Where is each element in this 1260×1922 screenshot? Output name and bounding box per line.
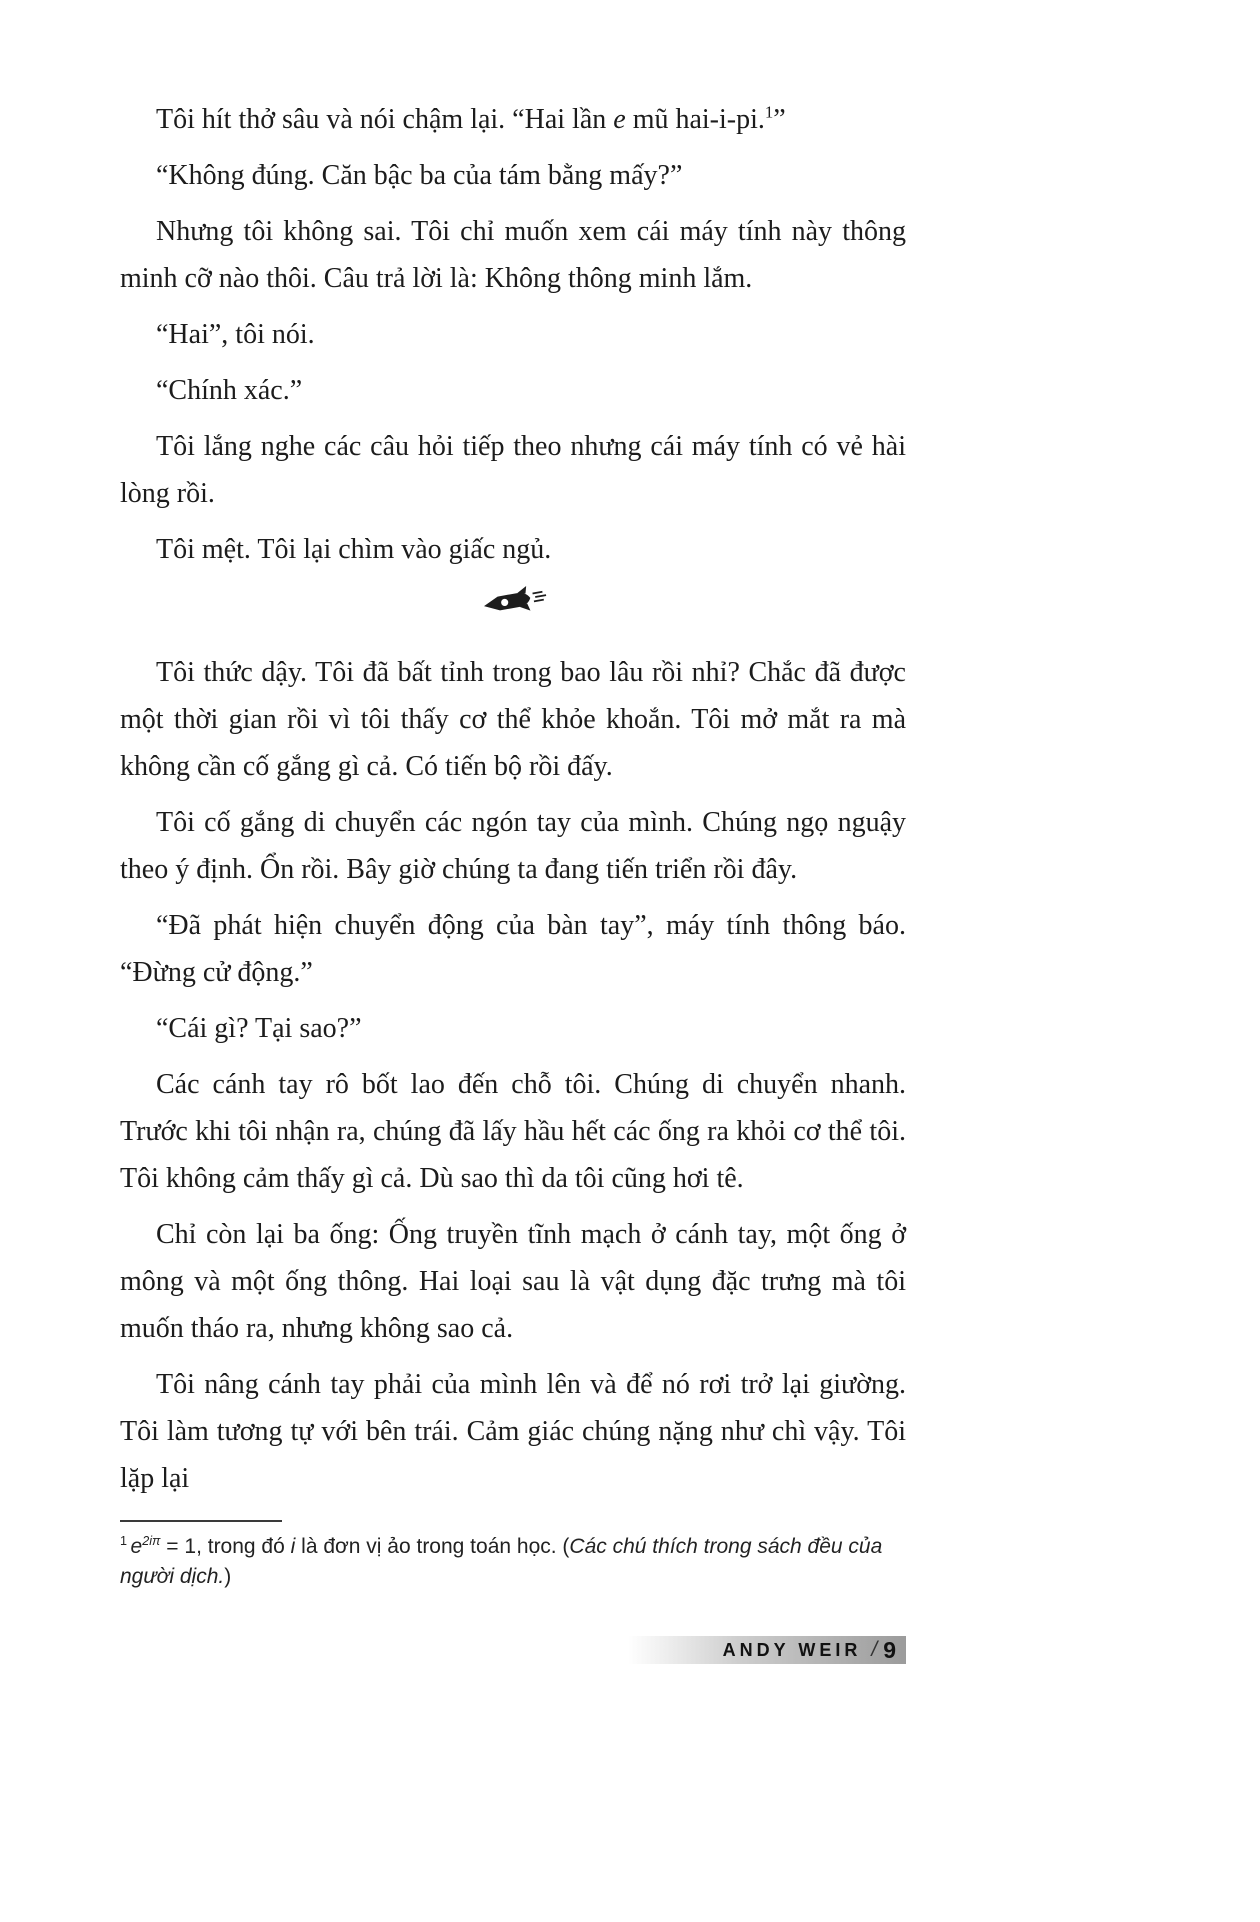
- paragraph: Tôi nâng cánh tay phải của mình lên và để nó rơi trở lại giường. Tôi làm tương tự với bên trái. Cảm giác chúng nặng như chì vậy. Tôi lặp lại: [120, 1369, 906, 1494]
- paragraph: “Không đúng. Căn bậc ba của tám bằng mấy?”: [156, 160, 683, 191]
- paragraph: Tôi cố gắng di chuyển các ngón tay của mình. Chúng ngọ nguậy theo ý định. Ổn rồi. Bây giờ chúng ta đang tiến triển rồi đây.: [120, 807, 906, 885]
- footer-separator: /: [871, 1638, 878, 1661]
- body-text-after-divider: [120, 649, 906, 1502]
- page-number: 9: [883, 1636, 896, 1663]
- paragraph: Các cánh tay rô bốt lao đến chỗ tôi. Chúng di chuyển nhanh. Trước khi tôi nhận ra, chúng đã lấy hầu hết các ống ra khỏi cơ thể tôi. Tôi không cảm thấy gì cả. Dù sao thì da tôi cũng hơi tê.: [120, 1069, 906, 1194]
- paragraph: “Đã phát hiện chuyển động của bàn tay”, máy tính thông báo. “Đừng cử động.”: [120, 910, 906, 988]
- paragraph: Tôi lắng nghe các câu hỏi tiếp theo nhưng cái máy tính có vẻ hài lòng rồi.: [120, 431, 906, 509]
- paragraph: “Chính xác.”: [156, 375, 303, 406]
- footer-gradient-bar: [628, 1636, 906, 1664]
- footnote-text: $^1$ $e^{2i\pi} = 1$, trong đó i là đơn vị ảo trong toán học. (Các chú thích trong sách đều của người dịch.): [120, 1534, 883, 1588]
- paragraph: Tôi hít thở sâu và nói chậm lại. “Hai lần e mũ hai-i-pi.$^1$”: [156, 102, 786, 135]
- paragraph: “Cái gì? Tại sao?”: [156, 1013, 362, 1044]
- paragraph: Chỉ còn lại ba ống: Ống truyền tĩnh mạch ở cánh tay, một ống ở mông và một ống thông. Hai loại sau là vật dụng đặc trưng mà tôi muốn tháo ra, nhưng không sao cả.: [120, 1219, 906, 1344]
- footnote-rule: [120, 1520, 282, 1522]
- paragraph: Tôi thức dậy. Tôi đã bất tỉnh trong bao lâu rồi nhỉ? Chắc đã được một thời gian rồi vì tôi thấy cơ thể khỏe khoắn. Tôi mở mắt ra mà không cần cố gắng gì cả. Có tiến bộ rồi đấy.: [120, 657, 906, 782]
- footnote: [120, 1520, 906, 1592]
- scene-divider: [120, 587, 906, 629]
- paragraph: Tôi mệt. Tôi lại chìm vào giấc ngủ.: [156, 534, 552, 565]
- paragraph: “Hai”, tôi nói.: [156, 319, 315, 350]
- body-text-before-divider: [120, 96, 906, 573]
- text-block: [120, 0, 906, 1664]
- page-footer: [120, 1636, 906, 1664]
- author-name: ANDY WEIR: [722, 1639, 862, 1660]
- rocket-icon: [476, 581, 551, 626]
- paragraph: Nhưng tôi không sai. Tôi chỉ muốn xem cái máy tính này thông minh cỡ nào thôi. Câu trả lời là: Không thông minh lắm.: [120, 216, 906, 294]
